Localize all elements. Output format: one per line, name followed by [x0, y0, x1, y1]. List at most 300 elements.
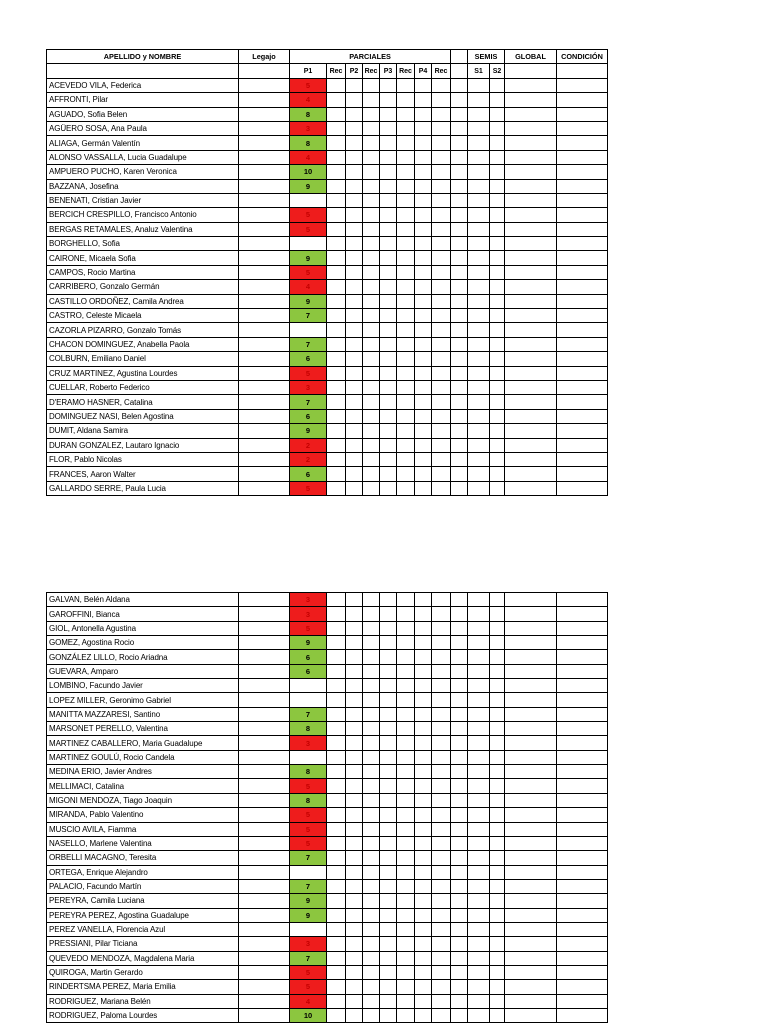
- subheader-p3: P3: [380, 64, 397, 78]
- p1-grade-cell: [290, 865, 327, 879]
- grade-cell: [397, 765, 415, 779]
- legajo-cell: [239, 265, 290, 279]
- grade-cell: [505, 593, 557, 607]
- grade-cell: [557, 593, 608, 607]
- grade-cell: [415, 107, 432, 121]
- grade-cell: [490, 78, 505, 92]
- grade-cell: [380, 937, 397, 951]
- legajo-cell: [239, 121, 290, 135]
- subheader-s1: S1: [468, 64, 490, 78]
- grade-cell: [380, 851, 397, 865]
- grade-cell: [557, 636, 608, 650]
- p1-grade-cell: 5: [290, 779, 327, 793]
- grade-cell: [451, 222, 468, 236]
- subheader-empty: [239, 64, 290, 78]
- grades-table-2: [46, 592, 608, 1023]
- grade-cell: [363, 980, 380, 994]
- grade-cell: [505, 481, 557, 495]
- grade-cell: [363, 994, 380, 1008]
- grade-cell: [380, 808, 397, 822]
- grade-cell: [380, 409, 397, 423]
- subheader-rec: Rec: [327, 64, 346, 78]
- grade-cell: [490, 366, 505, 380]
- grade-cell: [363, 894, 380, 908]
- grade-cell: [505, 237, 557, 251]
- grade-cell: [397, 679, 415, 693]
- grade-cell: [397, 894, 415, 908]
- grade-cell: [432, 481, 451, 495]
- grade-cell: [468, 265, 490, 279]
- grade-cell: [468, 607, 490, 621]
- grade-cell: [557, 779, 608, 793]
- grade-cell: [380, 136, 397, 150]
- grade-cell: [415, 765, 432, 779]
- legajo-cell: [239, 779, 290, 793]
- grade-cell: [451, 165, 468, 179]
- legajo-cell: [239, 707, 290, 721]
- grade-cell: [363, 765, 380, 779]
- grade-cell: [490, 822, 505, 836]
- grade-cell: [557, 679, 608, 693]
- grade-cell: [432, 1008, 451, 1022]
- grade-cell: [557, 78, 608, 92]
- legajo-cell: [239, 679, 290, 693]
- grade-cell: [557, 165, 608, 179]
- grade-cell: [415, 337, 432, 351]
- p1-grade-cell: 4: [290, 994, 327, 1008]
- grade-cell: [327, 664, 346, 678]
- grade-cell: [505, 193, 557, 207]
- grade-cell: [505, 707, 557, 721]
- p1-grade-cell: 4: [290, 150, 327, 164]
- grade-cell: [557, 438, 608, 452]
- grade-cell: [557, 208, 608, 222]
- grade-cell: [505, 323, 557, 337]
- grade-cell: [380, 793, 397, 807]
- grade-cell: [346, 894, 363, 908]
- grade-cell: [468, 481, 490, 495]
- grade-cell: [380, 280, 397, 294]
- grade-cell: [468, 352, 490, 366]
- grade-cell: [346, 779, 363, 793]
- student-name: FLOR, Pablo Nicolas: [47, 452, 239, 466]
- grade-cell: [490, 165, 505, 179]
- p1-grade-cell: 9: [290, 424, 327, 438]
- p1-grade-cell: 7: [290, 309, 327, 323]
- header-global: GLOBAL: [505, 50, 557, 64]
- student-row: [47, 937, 608, 951]
- grade-cell: [557, 237, 608, 251]
- grade-cell: [363, 1008, 380, 1022]
- student-name: MIGONI MENDOZA, Tiago Joaquin: [47, 793, 239, 807]
- grade-cell: [432, 693, 451, 707]
- grade-cell: [415, 251, 432, 265]
- grade-cell: [468, 380, 490, 394]
- grade-cell: [397, 951, 415, 965]
- grade-cell: [397, 337, 415, 351]
- subheader-empty: [557, 64, 608, 78]
- grade-cell: [363, 424, 380, 438]
- grade-cell: [380, 593, 397, 607]
- legajo-cell: [239, 208, 290, 222]
- grade-cell: [451, 965, 468, 979]
- student-name: DURAN GONZALEZ, Lautaro Ignacio: [47, 438, 239, 452]
- grade-cell: [380, 337, 397, 351]
- grade-cell: [415, 208, 432, 222]
- grade-cell: [432, 937, 451, 951]
- grade-cell: [432, 636, 451, 650]
- grade-cell: [363, 107, 380, 121]
- grade-cell: [346, 193, 363, 207]
- grade-cell: [363, 836, 380, 850]
- legajo-cell: [239, 107, 290, 121]
- grade-cell: [505, 337, 557, 351]
- grade-cell: [432, 121, 451, 135]
- header-condicion: CONDICIÓN: [557, 50, 608, 64]
- grade-cell: [363, 93, 380, 107]
- student-name: DOMINGUEZ NASI, Belen Agostina: [47, 409, 239, 423]
- grade-cell: [490, 650, 505, 664]
- grade-cell: [468, 1008, 490, 1022]
- grade-cell: [346, 922, 363, 936]
- grade-cell: [432, 851, 451, 865]
- grade-cell: [415, 193, 432, 207]
- student-row: [47, 78, 608, 92]
- student-name: MELLIMACI, Catalina: [47, 779, 239, 793]
- grade-cell: [380, 636, 397, 650]
- grade-cell: [397, 409, 415, 423]
- grade-cell: [432, 865, 451, 879]
- grade-cell: [451, 93, 468, 107]
- p1-grade-cell: 5: [290, 265, 327, 279]
- grade-cell: [468, 664, 490, 678]
- grade-cell: [363, 193, 380, 207]
- grade-cell: [415, 908, 432, 922]
- grade-cell: [557, 765, 608, 779]
- grade-cell: [451, 1008, 468, 1022]
- p1-grade-cell: 3: [290, 593, 327, 607]
- p1-grade-cell: 4: [290, 280, 327, 294]
- student-row: [47, 693, 608, 707]
- grade-cell: [397, 352, 415, 366]
- grade-cell: [432, 452, 451, 466]
- grade-cell: [380, 366, 397, 380]
- grade-cell: [557, 352, 608, 366]
- student-name: CHACON DOMINGUEZ, Anabella Paola: [47, 337, 239, 351]
- grade-cell: [415, 481, 432, 495]
- grade-cell: [490, 851, 505, 865]
- grade-cell: [397, 107, 415, 121]
- student-row: [47, 395, 608, 409]
- legajo-cell: [239, 894, 290, 908]
- student-name: ALIAGA, Germán Valentín: [47, 136, 239, 150]
- header-legajo: Legajo: [239, 50, 290, 64]
- grade-cell: [346, 294, 363, 308]
- grade-cell: [490, 179, 505, 193]
- grade-cell: [505, 78, 557, 92]
- grade-cell: [468, 593, 490, 607]
- grade-cell: [380, 736, 397, 750]
- grade-cell: [327, 994, 346, 1008]
- grade-cell: [505, 922, 557, 936]
- grade-cell: [346, 664, 363, 678]
- grade-cell: [397, 965, 415, 979]
- grade-cell: [415, 121, 432, 135]
- grade-cell: [557, 865, 608, 879]
- grade-cell: [451, 280, 468, 294]
- student-name: QUEVEDO MENDOZA, Magdalena Maria: [47, 951, 239, 965]
- grade-cell: [432, 237, 451, 251]
- grade-cell: [415, 851, 432, 865]
- grade-cell: [557, 294, 608, 308]
- grade-cell: [451, 409, 468, 423]
- legajo-cell: [239, 951, 290, 965]
- legajo-cell: [239, 93, 290, 107]
- grade-cell: [432, 165, 451, 179]
- p1-grade-cell: 5: [290, 965, 327, 979]
- legajo-cell: [239, 621, 290, 635]
- student-name: BAZZANA, Josefina: [47, 179, 239, 193]
- grade-cell: [451, 779, 468, 793]
- grade-cell: [432, 424, 451, 438]
- grade-cell: [380, 208, 397, 222]
- grade-cell: [468, 366, 490, 380]
- grade-cell: [432, 93, 451, 107]
- grade-cell: [380, 951, 397, 965]
- grade-cell: [397, 607, 415, 621]
- grade-cell: [415, 424, 432, 438]
- grade-cell: [468, 736, 490, 750]
- grade-cell: [490, 908, 505, 922]
- p1-grade-cell: 7: [290, 707, 327, 721]
- grade-cell: [490, 251, 505, 265]
- student-name: GOMEZ, Agostina Rocio: [47, 636, 239, 650]
- grade-cell: [380, 481, 397, 495]
- student-name: MIRANDA, Pablo Valentino: [47, 808, 239, 822]
- grade-cell: [432, 922, 451, 936]
- grade-cell: [363, 136, 380, 150]
- student-name: D'ERAMO HASNER, Catalina: [47, 395, 239, 409]
- student-name: PALACIO, Facundo Martín: [47, 879, 239, 893]
- grade-cell: [505, 93, 557, 107]
- student-row: [47, 994, 608, 1008]
- header-row: [47, 50, 608, 64]
- grade-cell: [505, 894, 557, 908]
- grade-cell: [432, 366, 451, 380]
- student-row: [47, 136, 608, 150]
- grade-cell: [468, 693, 490, 707]
- grade-cell: [380, 78, 397, 92]
- grade-cell: [346, 851, 363, 865]
- grade-cell: [346, 107, 363, 121]
- subheader-rec: Rec: [363, 64, 380, 78]
- grade-cell: [415, 793, 432, 807]
- student-name: MARSONET PERELLO, Valentina: [47, 722, 239, 736]
- grade-cell: [346, 481, 363, 495]
- grade-cell: [415, 593, 432, 607]
- grade-cell: [346, 1008, 363, 1022]
- grade-cell: [468, 865, 490, 879]
- grade-cell: [451, 636, 468, 650]
- grade-cell: [451, 251, 468, 265]
- student-row: [47, 452, 608, 466]
- grade-cell: [415, 808, 432, 822]
- grade-cell: [415, 965, 432, 979]
- grade-cell: [397, 937, 415, 951]
- grade-cell: [327, 707, 346, 721]
- grade-cell: [363, 693, 380, 707]
- grade-cell: [363, 607, 380, 621]
- grade-cell: [397, 366, 415, 380]
- student-row: [47, 1008, 608, 1022]
- grade-cell: [490, 323, 505, 337]
- p1-grade-cell: 6: [290, 352, 327, 366]
- legajo-cell: [239, 438, 290, 452]
- grade-cell: [490, 208, 505, 222]
- student-row: [47, 793, 608, 807]
- legajo-cell: [239, 793, 290, 807]
- p1-grade-cell: [290, 750, 327, 764]
- grade-cell: [432, 965, 451, 979]
- grade-cell: [380, 607, 397, 621]
- grade-cell: [397, 836, 415, 850]
- p1-grade-cell: 3: [290, 380, 327, 394]
- grade-cell: [327, 765, 346, 779]
- grade-cell: [327, 380, 346, 394]
- grade-cell: [363, 965, 380, 979]
- grade-cell: [415, 93, 432, 107]
- grade-cell: [451, 366, 468, 380]
- grade-cell: [468, 107, 490, 121]
- grade-cell: [432, 352, 451, 366]
- grade-cell: [468, 679, 490, 693]
- student-name: CASTRO, Celeste Micaela: [47, 309, 239, 323]
- grade-cell: [415, 779, 432, 793]
- student-name: AMPUERO PUCHO, Karen Veronica: [47, 165, 239, 179]
- grade-cell: [363, 808, 380, 822]
- grade-cell: [505, 951, 557, 965]
- student-row: [47, 621, 608, 635]
- grade-cell: [451, 808, 468, 822]
- grade-cell: [415, 836, 432, 850]
- grade-cell: [505, 352, 557, 366]
- header-parciales: PARCIALES: [290, 50, 451, 64]
- grade-cell: [346, 309, 363, 323]
- grade-cell: [327, 1008, 346, 1022]
- grade-cell: [505, 165, 557, 179]
- grade-cell: [468, 424, 490, 438]
- student-row: [47, 481, 608, 495]
- grade-cell: [451, 78, 468, 92]
- grade-cell: [432, 707, 451, 721]
- p1-grade-cell: [290, 193, 327, 207]
- grade-cell: [380, 395, 397, 409]
- grade-cell: [380, 165, 397, 179]
- p1-grade-cell: 6: [290, 650, 327, 664]
- grade-cell: [380, 323, 397, 337]
- grade-cell: [557, 607, 608, 621]
- grade-cell: [397, 793, 415, 807]
- grade-cell: [468, 309, 490, 323]
- grade-cell: [557, 722, 608, 736]
- student-row: [47, 779, 608, 793]
- grade-cell: [557, 894, 608, 908]
- grade-cell: [380, 294, 397, 308]
- student-row: [47, 679, 608, 693]
- grade-cell: [346, 879, 363, 893]
- grade-cell: [327, 366, 346, 380]
- grade-cell: [451, 481, 468, 495]
- grade-cell: [432, 208, 451, 222]
- grade-cell: [468, 251, 490, 265]
- student-name: PEREYRA PEREZ, Agostina Guadalupe: [47, 908, 239, 922]
- student-name: MEDINA ERIO, Javier Andres: [47, 765, 239, 779]
- legajo-cell: [239, 922, 290, 936]
- grade-cell: [557, 309, 608, 323]
- grade-cell: [327, 424, 346, 438]
- grade-cell: [346, 621, 363, 635]
- legajo-cell: [239, 452, 290, 466]
- student-row: [47, 865, 608, 879]
- grade-cell: [363, 380, 380, 394]
- grade-cell: [415, 467, 432, 481]
- grade-cell: [432, 736, 451, 750]
- grade-cell: [432, 467, 451, 481]
- legajo-cell: [239, 865, 290, 879]
- grade-cell: [346, 593, 363, 607]
- grade-cell: [557, 280, 608, 294]
- grade-cell: [346, 994, 363, 1008]
- grade-cell: [346, 78, 363, 92]
- grade-cell: [415, 822, 432, 836]
- grade-cell: [363, 736, 380, 750]
- grade-cell: [451, 750, 468, 764]
- student-row: [47, 380, 608, 394]
- grade-cell: [432, 994, 451, 1008]
- grade-cell: [432, 222, 451, 236]
- grade-cell: [490, 965, 505, 979]
- grade-cell: [490, 294, 505, 308]
- grade-cell: [451, 107, 468, 121]
- grade-cell: [490, 222, 505, 236]
- grade-cell: [468, 937, 490, 951]
- grade-cell: [432, 323, 451, 337]
- grade-cell: [432, 908, 451, 922]
- grade-cell: [451, 265, 468, 279]
- grade-cell: [346, 750, 363, 764]
- grade-cell: [490, 621, 505, 635]
- grade-cell: [505, 467, 557, 481]
- grade-cell: [490, 121, 505, 135]
- p1-grade-cell: 10: [290, 1008, 327, 1022]
- grade-cell: [397, 908, 415, 922]
- legajo-cell: [239, 78, 290, 92]
- p1-grade-cell: 7: [290, 851, 327, 865]
- grade-cell: [451, 150, 468, 164]
- grade-cell: [397, 438, 415, 452]
- grade-cell: [557, 1008, 608, 1022]
- grade-cell: [327, 908, 346, 922]
- grade-cell: [380, 693, 397, 707]
- student-row: [47, 664, 608, 678]
- grade-cell: [490, 707, 505, 721]
- grade-cell: [451, 452, 468, 466]
- p1-grade-cell: 5: [290, 366, 327, 380]
- grade-cell: [346, 937, 363, 951]
- grade-cell: [380, 121, 397, 135]
- grade-cell: [346, 765, 363, 779]
- grade-cell: [380, 352, 397, 366]
